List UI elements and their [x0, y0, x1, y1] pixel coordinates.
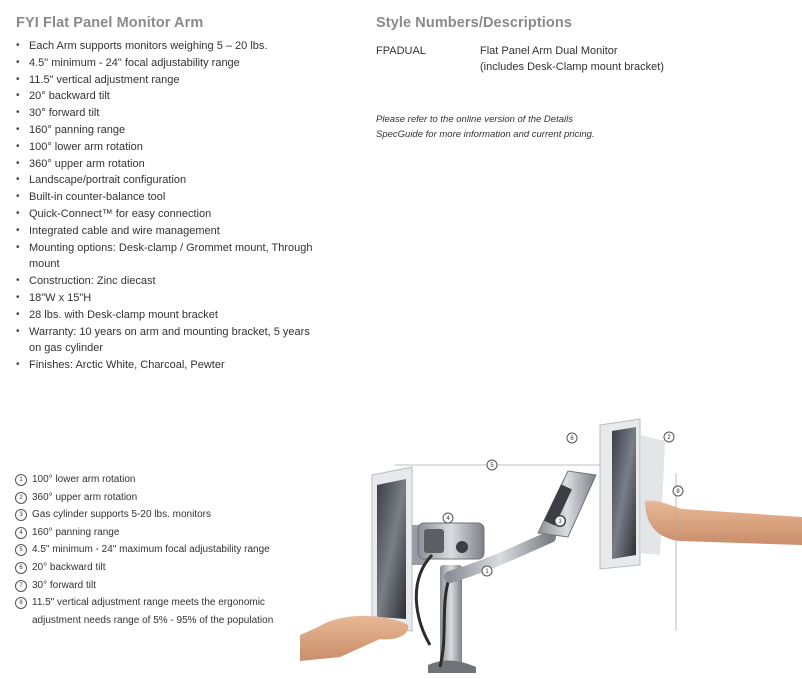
feature-item: • Warranty: 10 years on arm and mounting bracket, 5 years on gas cylinder: [16, 324, 316, 358]
feature-item: • Finishes: Arctic White, Charcoal, Pewter: [16, 357, 316, 374]
callout-number: 8: [15, 597, 27, 609]
hand-left: [300, 616, 408, 661]
callout-item: [15, 559, 315, 577]
callout-text: 100° lower arm rotation: [32, 474, 136, 485]
svg-text:3: 3: [558, 519, 562, 525]
svg-text:6: 6: [570, 436, 574, 442]
hand-right: [645, 501, 802, 545]
feature-list: [16, 38, 316, 374]
callout-marker: [555, 516, 565, 526]
feature-item: • 28 lbs. with Desk-clamp mount bracket: [16, 307, 316, 324]
feature-item: • 30° forward tilt: [16, 105, 316, 122]
product-title: FYI Flat Panel Monitor Arm: [16, 15, 204, 31]
style-code: FPADUAL: [376, 45, 426, 57]
svg-text:2: 2: [667, 435, 671, 441]
cable: [416, 555, 432, 645]
callout-list: [15, 471, 315, 629]
callout-number: 3: [15, 509, 27, 521]
style-description-line: Flat Panel Arm Dual Monitor: [480, 45, 618, 57]
pricing-note: [376, 112, 636, 142]
feature-item: • 100° lower arm rotation: [16, 139, 316, 156]
callout-marker: [673, 486, 683, 496]
feature-item: • 11.5" vertical adjustment range: [16, 72, 316, 89]
style-description-line: (includes Desk-Clamp mount bracket): [480, 61, 665, 73]
callout-number: 4: [15, 527, 27, 539]
feature-item: • 160° panning range: [16, 122, 316, 139]
feature-item: • Landscape/portrait configuration: [16, 172, 316, 189]
monitor-arm-photo: [300, 405, 802, 679]
callout-item: [15, 541, 315, 559]
feature-item: • 4.5" minimum - 24" focal adjustability range: [16, 55, 316, 72]
callout-text: 30° forward tilt: [32, 579, 97, 591]
right-monitor: [600, 419, 665, 569]
callout-marker: [664, 432, 674, 442]
callout-item: [15, 506, 315, 524]
svg-text:4: 4: [446, 516, 450, 522]
callout-item: [15, 577, 315, 595]
callout-marker: [482, 566, 492, 576]
callout-marker: [443, 513, 453, 523]
feature-item: • Quick-Connect™ for easy connection: [16, 206, 316, 223]
feature-item: • 20° backward tilt: [16, 88, 316, 105]
feature-item: • 360° upper arm rotation: [16, 156, 316, 173]
callout-number: 6: [15, 562, 27, 574]
feature-item: • Mounting options: Desk-clamp / Grommet mount, Through mount: [16, 240, 316, 274]
note-line: SpecGuide for more information and current pricing.: [376, 129, 595, 140]
callout-item: [15, 489, 315, 507]
feature-item: • Construction: Zinc diecast: [16, 273, 316, 290]
svg-text:1: 1: [485, 569, 489, 575]
callout-item: [15, 471, 315, 489]
callout-text: 4.5" minimum - 24" maximum focal adjustability range: [32, 544, 270, 556]
style-numbers-title: Style Numbers/Descriptions: [376, 15, 572, 31]
feature-item: • Built-in counter-balance tool: [16, 189, 316, 206]
callout-number: 2: [15, 492, 27, 504]
feature-item: • 18"W x 15"H: [16, 290, 316, 307]
callout-number: 7: [15, 580, 27, 592]
callout-number: 5: [15, 544, 27, 556]
callout-number: 1: [15, 474, 27, 486]
callout-marker: [487, 460, 497, 470]
callout-item: [15, 594, 315, 629]
callout-text: 11.5" vertical adjustment range meets the ergonomic adjustment needs range of 5% - 95% of the population: [32, 597, 274, 626]
callout-marker: [567, 433, 577, 443]
upper-arm: [538, 471, 596, 537]
svg-text:8: 8: [676, 489, 680, 495]
callout-marker: [300, 405, 302, 407]
callout-text: 360° upper arm rotation: [32, 491, 138, 503]
svg-text:5: 5: [490, 463, 494, 469]
style-description: [480, 43, 740, 75]
callout-text: 20° backward tilt: [32, 561, 106, 573]
feature-item: • Integrated cable and wire management: [16, 223, 316, 240]
callout-text: 160° panning range: [32, 526, 120, 538]
callout-text: Gas cylinder supports 5-20 lbs. monitors: [32, 509, 211, 521]
arm-base: [418, 523, 484, 673]
callout-item: [15, 524, 315, 542]
feature-item: • Each Arm supports monitors weighing 5 – 20 lbs.: [16, 38, 316, 55]
note-line: Please refer to the online version of the Details: [376, 114, 573, 125]
